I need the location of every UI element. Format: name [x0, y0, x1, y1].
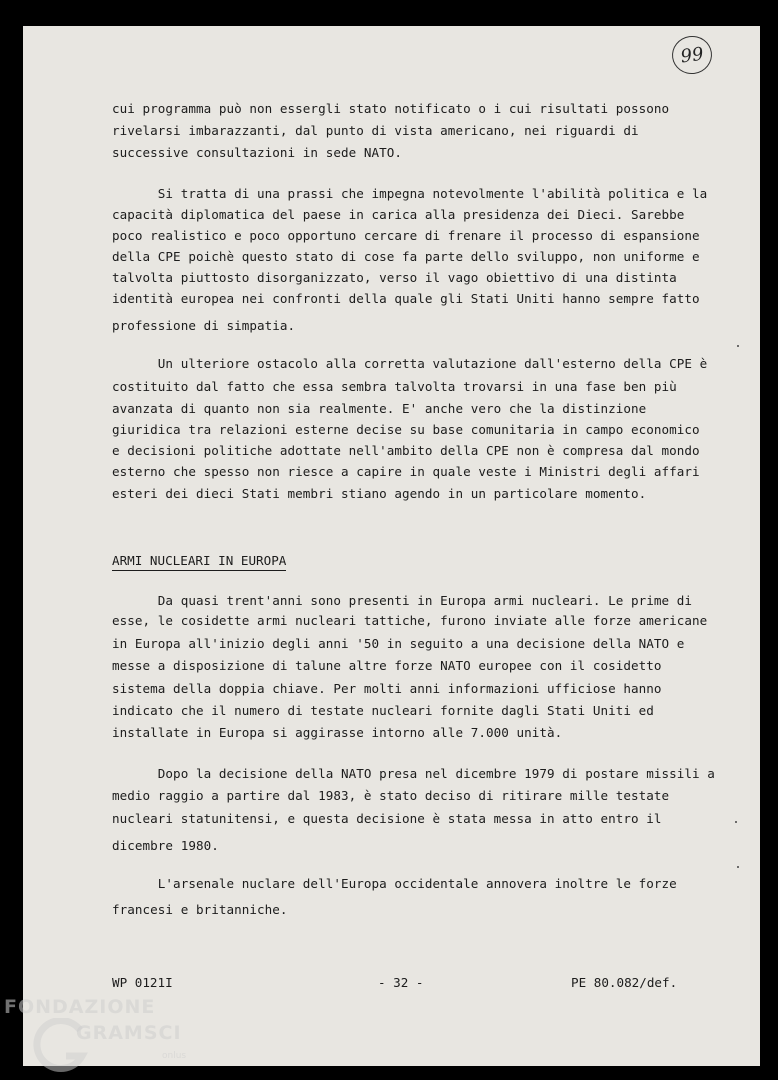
watermark-suffix: onlus: [162, 1051, 187, 1061]
body-line: della CPE poichè questo stato di cose fa parte dello sviluppo, non uniforme e: [112, 249, 700, 264]
body-line: professione di simpatia.: [112, 318, 296, 333]
body-line: costituito dal fatto che essa sembra talvolta trovarsi in una fase ben più: [112, 379, 677, 394]
body-line: francesi e britanniche.: [112, 902, 288, 917]
body-line: Un ulteriore ostacolo alla corretta valutazione dall'esterno della CPE è: [112, 356, 708, 371]
body-line: rivelarsi imbarazzanti, dal punto di vista americano, nei riguardi di: [112, 123, 639, 138]
body-line: installate in Europa si aggirasse intorno alle 7.000 unità.: [112, 725, 563, 740]
body-line: e decisioni politiche adottate nell'ambito della CPE non è compresa dal mondo: [112, 443, 700, 458]
body-line: talvolta piuttosto disorganizzato, verso il vago obiettivo di una distinta: [112, 270, 677, 285]
scan-mark: [735, 821, 737, 823]
body-line: poco realistico e poco opportuno cercare di frenare il processo di espansione: [112, 228, 700, 243]
body-line: nucleari statunitensi, e questa decisione è stata messa in atto entro il: [112, 811, 662, 826]
body-line: sistema della doppia chiave. Per molti anni informazioni ufficiose hanno: [112, 681, 662, 696]
watermark-line1: FONDAZIONE: [4, 996, 156, 1018]
body-line: identità europea nei confronti della quale gli Stati Uniti hanno sempre fatto: [112, 291, 700, 306]
body-line: messe a disposizione di talune altre forze NATO europee con il cosidetto: [112, 658, 662, 673]
body-line: giuridica tra relazioni esterne decise su base comunitaria in campo economico: [112, 422, 700, 437]
footer-page-number: - 32 -: [378, 975, 424, 990]
body-line: medio raggio a partire dal 1983, è stato deciso di ritirare mille testate: [112, 788, 670, 803]
body-line: Da quasi trent'anni sono presenti in Europa armi nucleari. Le prime di: [112, 593, 693, 608]
footer-document-code: WP 0121I: [112, 975, 173, 990]
body-line: Dopo la decisione della NATO presa nel dicembre 1979 di postare missili a: [112, 766, 715, 781]
body-line: dicembre 1980.: [112, 838, 219, 853]
body-line: indicato che il numero di testate nucleari fornite dagli Stati Uniti ed: [112, 703, 654, 718]
body-line: Si tratta di una prassi che impegna notevolmente l'abilità politica e la: [112, 186, 708, 201]
body-line: cui programma può non essergli stato notificato o i cui risultati possono: [112, 101, 670, 116]
scan-mark: [737, 345, 739, 347]
watermark-logo: [4, 996, 204, 1076]
body-line: successive consultazioni in sede NATO.: [112, 145, 403, 160]
watermark-line2: GRAMSCI: [76, 1022, 182, 1044]
footer-reference: PE 80.082/def.: [571, 975, 678, 990]
body-line: in Europa all'inizio degli anni '50 in seguito a una decisione della NATO e: [112, 636, 685, 651]
body-line: esse, le cosidette armi nucleari tattiche, furono inviate alle forze americane: [112, 613, 708, 628]
scan-mark: [737, 866, 739, 868]
body-line: capacità diplomatica del paese in carica alla presidenza dei Dieci. Sarebbe: [112, 207, 685, 222]
watermark-g-icon: [32, 1018, 92, 1074]
body-line: esterno che spesso non riesce a capire in quale veste i Ministri degli affari: [112, 464, 700, 479]
handwritten-page-number: 99: [670, 33, 715, 76]
body-line: avanzata di quanto non sia realmente. E' anche vero che la distinzione: [112, 401, 647, 416]
body-line: L'arsenale nuclare dell'Europa occidentale annovera inoltre le forze: [112, 876, 677, 891]
section-heading: ARMI NUCLEARI IN EUROPA: [112, 553, 286, 571]
body-line: esteri dei dieci Stati membri stiano agendo in un particolare momento.: [112, 486, 647, 501]
